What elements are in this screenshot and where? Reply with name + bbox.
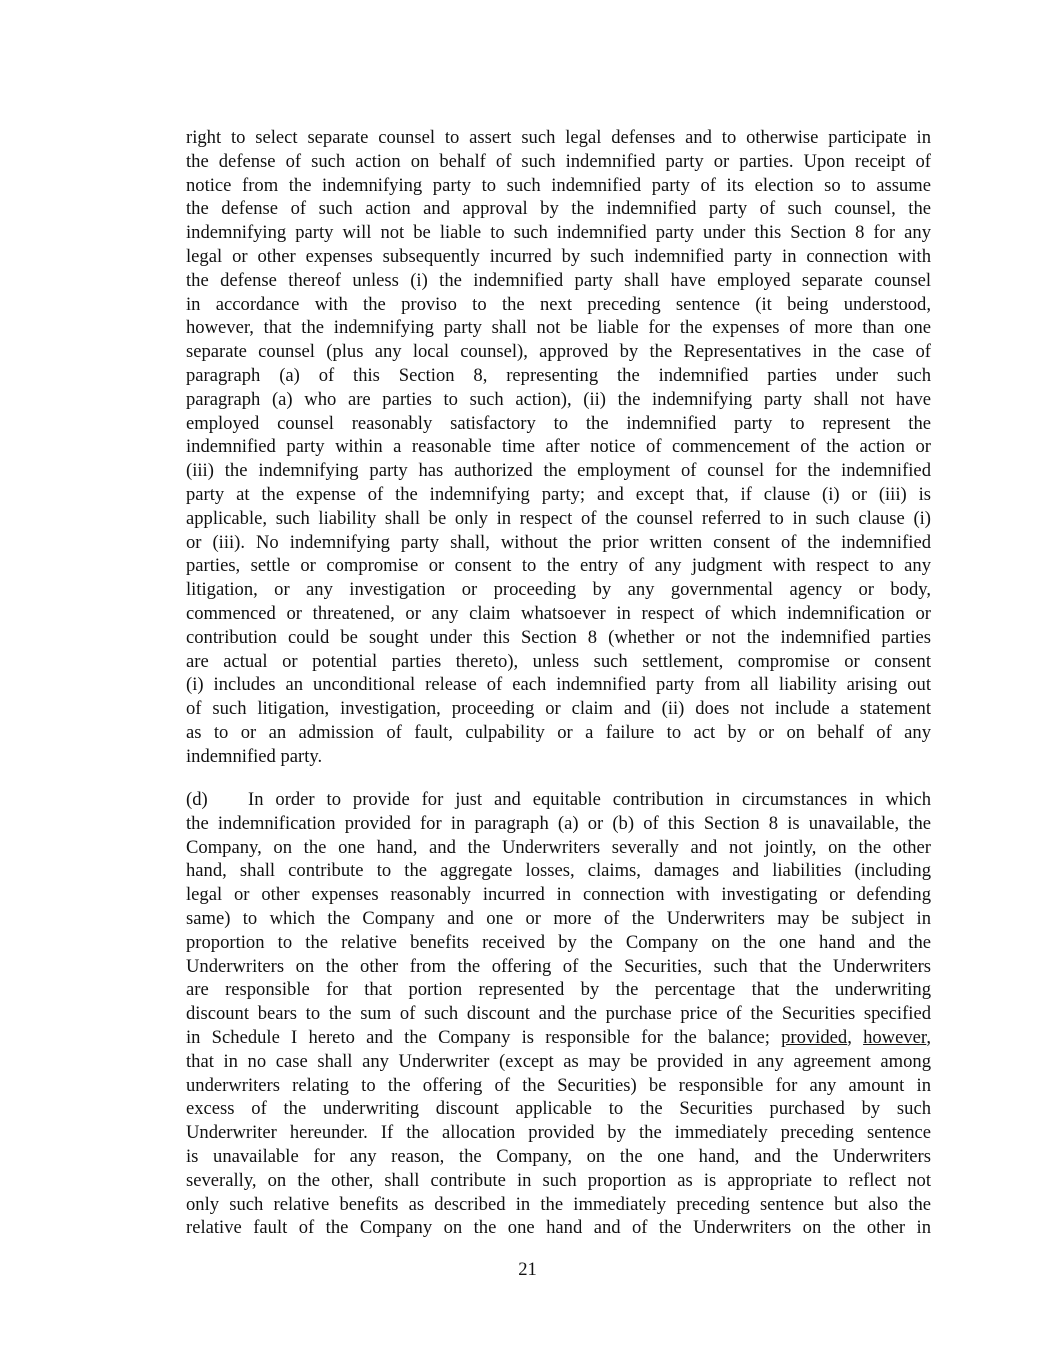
proviso-line xyxy=(186,1026,931,1050)
text-line: severally, on the other, shall contribute in such proportion as is appropriate to reflect not xyxy=(186,1169,931,1191)
text-line: as to or an admission of fault, culpability or a failure to act by or on behalf of any xyxy=(186,721,931,743)
text-line: (i) includes an unconditional release of each indemnified party from all liability arising out xyxy=(186,674,931,696)
text-line: that in no case shall any Underwriter (except as may be provided in any agreement among xyxy=(186,1050,931,1072)
proviso-separator: , xyxy=(847,1026,864,1048)
text-line: paragraph (a) of this Section 8, representing the indemnified parties under such xyxy=(186,364,931,386)
text-line: the defense of such action and approval by the indemnified party of such counsel, the xyxy=(186,198,931,220)
however-underlined-term: however xyxy=(863,1026,927,1048)
provided-underlined-term: provided xyxy=(781,1026,848,1048)
paragraph-d xyxy=(186,788,931,1240)
text-line: the defense thereof unless (i) the indemnified party shall have employed separate counsel xyxy=(186,269,931,291)
text-line: the indemnification provided for in paragraph (a) or (b) of this Section 8 is unavailable, the xyxy=(186,812,931,834)
text-line: excess of the underwriting discount applicable to the Securities purchased by such xyxy=(186,1098,931,1120)
text-line: Company, on the one hand, and the Underwriters severally and not jointly, on the other xyxy=(186,836,931,858)
paragraph-label: (d) xyxy=(186,789,208,810)
continuation-paragraph xyxy=(186,126,931,769)
text-line: litigation, or any investigation or proceeding by any governmental agency or body, xyxy=(186,579,931,601)
text-line: notice from the indemnifying party to such indemnified party of its election so to assume xyxy=(186,174,931,196)
text-line: paragraph (a) who are parties to such action), (ii) the indemnifying party shall not have xyxy=(186,388,931,410)
text-line: applicable, such liability shall be only in respect of the counsel referred to in such clause (i) xyxy=(186,507,931,529)
text-line: Underwriters on the other from the offering of the Securities, such that the Underwriters xyxy=(186,955,931,977)
text-line: are responsible for that portion represented by the percentage that the underwriting xyxy=(186,979,931,1001)
text-line: legal or other expenses subsequently incurred by such indemnified party in connection with xyxy=(186,245,931,267)
text-line: however, that the indemnifying party shall not be liable for the expenses of more than one xyxy=(186,317,931,339)
text-line: separate counsel (plus any local counsel), approved by the Representatives in the case of xyxy=(186,341,931,363)
text-line: or (iii). No indemnifying party shall, without the prior written consent of the indemnified xyxy=(186,531,931,553)
text-line: indemnified party within a reasonable time after notice of commencement of the action or xyxy=(186,436,931,458)
text-line: contribution could be sought under this Section 8 (whether or not the indemnified parties xyxy=(186,626,931,648)
text-line: only such relative benefits as described in the immediately preceding sentence but also the xyxy=(186,1193,931,1215)
text-line: party at the expense of the indemnifying party; and except that, if clause (i) or (iii) is xyxy=(186,483,931,505)
page-number: 21 xyxy=(518,1259,537,1280)
proviso-suffix: , xyxy=(926,1026,931,1048)
text-line: parties, settle or compromise or consent to the entry of any judgment with respect to any xyxy=(186,555,931,577)
text-line: commenced or threatened, or any claim whatsoever in respect of which indemnification or xyxy=(186,602,931,624)
text-line: underwriters relating to the offering of the Securities) be responsible for any amount in xyxy=(186,1074,931,1096)
text-line: are actual or potential parties thereto), unless such settlement, compromise or consent xyxy=(186,650,931,672)
paragraph-d-opening-text: In order to provide for just and equitable contribution in circumstances in which xyxy=(248,789,931,810)
text-line: employed counsel reasonably satisfactory to the indemnified party to represent the xyxy=(186,412,931,434)
text-line: indemnified party. xyxy=(186,745,323,767)
text-line: is unavailable for any reason, the Company, on the one hand, and the Underwriters xyxy=(186,1145,931,1167)
text-line: relative fault of the Company on the one hand and of the Underwriters on the other in xyxy=(186,1217,931,1239)
text-line: the defense of such action on behalf of such indemnified party or parties. Upon receipt of xyxy=(186,150,931,172)
text-line: indemnifying party will not be liable to such indemnified party under this Section 8 for any xyxy=(186,222,931,244)
text-line: in accordance with the proviso to the next preceding sentence (it being understood, xyxy=(186,293,931,315)
text-line: Underwriter hereunder. If the allocation provided by the immediately preceding sentence xyxy=(186,1122,931,1144)
text-line: discount bears to the sum of such discount and the purchase price of the Securities specified xyxy=(186,1003,931,1025)
text-line: same) to which the Company and one or more of the Underwriters may be subject in xyxy=(186,907,931,929)
text-line: legal or other expenses reasonably incurred in connection with investigating or defending xyxy=(186,884,931,906)
text-line: (iii) the indemnifying party has authorized the employment of counsel for the indemnified xyxy=(186,460,931,482)
text-line: right to select separate counsel to assert such legal defenses and to otherwise participate in xyxy=(186,127,931,148)
text-line: of such litigation, investigation, proceeding or claim and (ii) does not include a statement xyxy=(186,698,931,720)
paragraph-d-first-line xyxy=(186,788,931,812)
proviso-line-prefix: in Schedule I hereto and the Company is responsible for the balance; xyxy=(186,1026,782,1048)
text-line: proportion to the relative benefits received by the Company on the one hand and the xyxy=(186,931,931,953)
text-line: hand, shall contribute to the aggregate losses, claims, damages and liabilities (including xyxy=(186,860,931,882)
